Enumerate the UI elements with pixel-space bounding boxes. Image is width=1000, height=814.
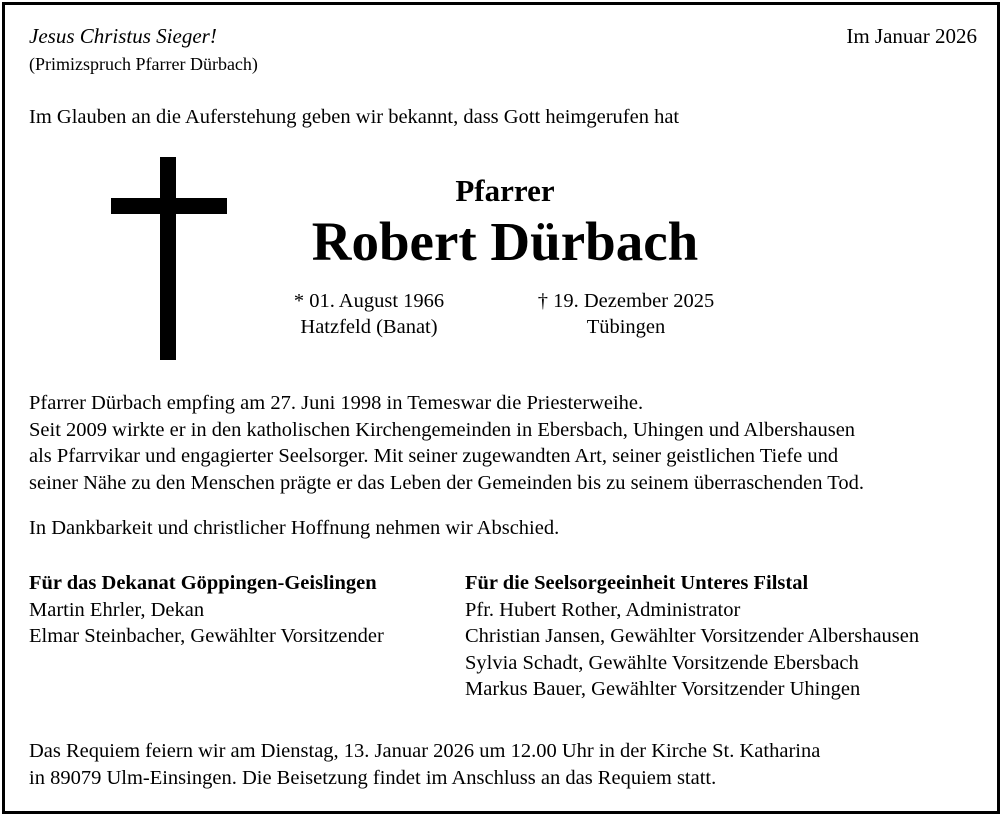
farewell-text: In Dankbarkeit und christlicher Hoffnung nehmen wir Abschied. bbox=[29, 517, 560, 539]
death-info bbox=[511, 288, 741, 340]
biography-line: Seit 2009 wirkte er in den katholischen Kirchengemeinden in Ebersbach, Uhingen und Albershausen bbox=[29, 418, 856, 441]
publication-date: Im Januar 2026 bbox=[846, 24, 977, 48]
signatory-name: Christian Jansen, Gewählter Vorsitzender Albershausen bbox=[465, 625, 920, 647]
deceased-name: Robert Dürbach bbox=[311, 211, 699, 272]
deceased-title: Pfarrer bbox=[455, 173, 555, 208]
signatory-name: Martin Ehrler, Dekan bbox=[29, 598, 205, 621]
signatories-dekanat bbox=[29, 570, 384, 650]
birth-place: Hatzfeld (Banat) bbox=[300, 316, 438, 338]
motto: Jesus Christus Sieger! bbox=[29, 24, 217, 48]
biography-line: seiner Nähe zu den Menschen prägte er das Leben der Gemeinden bis zu seinem überraschenden Tod. bbox=[29, 471, 864, 494]
death-place: Tübingen bbox=[586, 316, 666, 338]
birth-date: * 01. August 1966 bbox=[293, 290, 445, 312]
biography-line: Pfarrer Dürbach empfing am 27. Juni 1998 in Temeswar die Priesterweihe. bbox=[29, 392, 644, 414]
signatory-name: Pfr. Hubert Rother, Administrator bbox=[465, 598, 741, 621]
biography bbox=[29, 390, 989, 496]
motto-source: (Primizspruch Pfarrer Dürbach) bbox=[29, 54, 258, 74]
signatory-name: Markus Bauer, Gewählter Vorsitzender Uhingen bbox=[465, 678, 861, 700]
signatory-name: Elmar Steinbacher, Gewählter Vorsitzender bbox=[29, 625, 384, 647]
requiem-notice bbox=[29, 738, 820, 792]
cross-horizontal-bar bbox=[111, 198, 227, 214]
birth-info bbox=[267, 288, 471, 340]
cross-vertical-bar bbox=[160, 157, 176, 360]
requiem-line: in 89079 Ulm-Einsingen. Die Beisetzung findet im Anschluss an das Requiem statt. bbox=[29, 767, 717, 789]
biography-line: als Pfarrvikar und engagierter Seelsorger. Mit seiner zugewandten Art, seiner geistlichen Tiefe und bbox=[29, 445, 839, 467]
intro-text: Im Glauben an die Auferstehung geben wir bekannt, dass Gott heimgerufen hat bbox=[29, 106, 680, 128]
signatories-heading: Für die Seelsorgeeinheit Unteres Filstal bbox=[465, 572, 809, 594]
requiem-line: Das Requiem feiern wir am Dienstag, 13. Januar 2026 um 12.00 Uhr in der Kirche St. Katharina bbox=[29, 740, 821, 762]
death-date: † 19. Dezember 2025 bbox=[537, 290, 715, 312]
obituary-frame bbox=[2, 2, 1000, 814]
signatories-heading: Für das Dekanat Göppingen-Geislingen bbox=[29, 572, 377, 594]
signatories-seelsorgeeinheit bbox=[465, 570, 919, 703]
signatory-name: Sylvia Schadt, Gewählte Vorsitzende Ebersbach bbox=[465, 651, 859, 674]
